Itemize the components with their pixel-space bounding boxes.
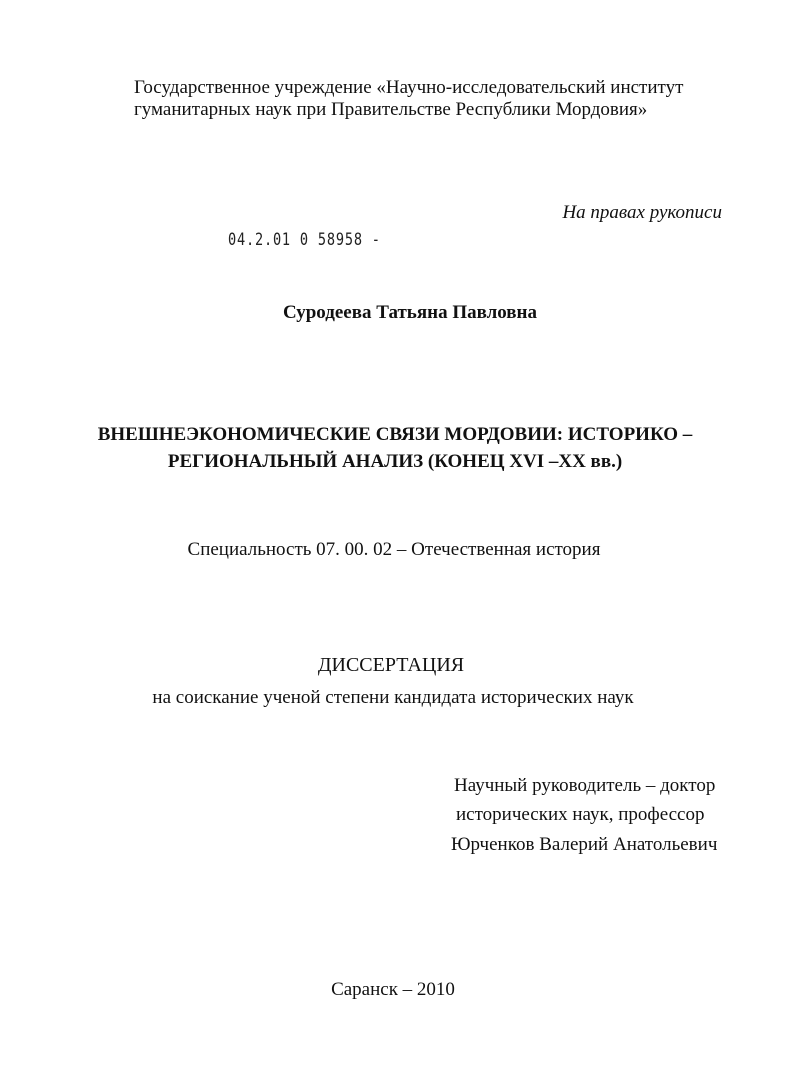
supervisor-line-2: исторических наук, профессор xyxy=(456,804,705,825)
title-line-1: ВНЕШНЕЭКОНОМИЧЕСКИЕ СВЯЗИ МОРДОВИИ: ИСТОРИКО – xyxy=(97,424,693,445)
specialty: Специальность 07. 00. 02 – Отечественная история xyxy=(187,539,601,560)
registration-stamp: 04.2.01 0 58958 - xyxy=(228,230,381,250)
degree: на соискание ученой степени кандидата исторических наук xyxy=(152,687,634,708)
institution-line-1: Государственное учреждение «Научно-исследовательский институт xyxy=(134,77,684,98)
supervisor-name: Юрченков Валерий Анатольевич xyxy=(451,834,718,855)
manuscript-rights-note: На правах рукописи xyxy=(562,202,722,223)
supervisor-line-1: Научный руководитель – доктор xyxy=(454,775,716,796)
work-type: ДИССЕРТАЦИЯ xyxy=(317,654,465,676)
author-name: Суродеева Татьяна Павловна xyxy=(282,302,538,323)
title-line-2: РЕГИОНАЛЬНЫЙ АНАЛИЗ (КОНЕЦ XVI –XX вв.) xyxy=(167,451,623,472)
place-year: Саранск – 2010 xyxy=(331,979,455,1000)
institution-line-2: гуманитарных наук при Правительстве Республики Мордовия» xyxy=(134,99,648,120)
